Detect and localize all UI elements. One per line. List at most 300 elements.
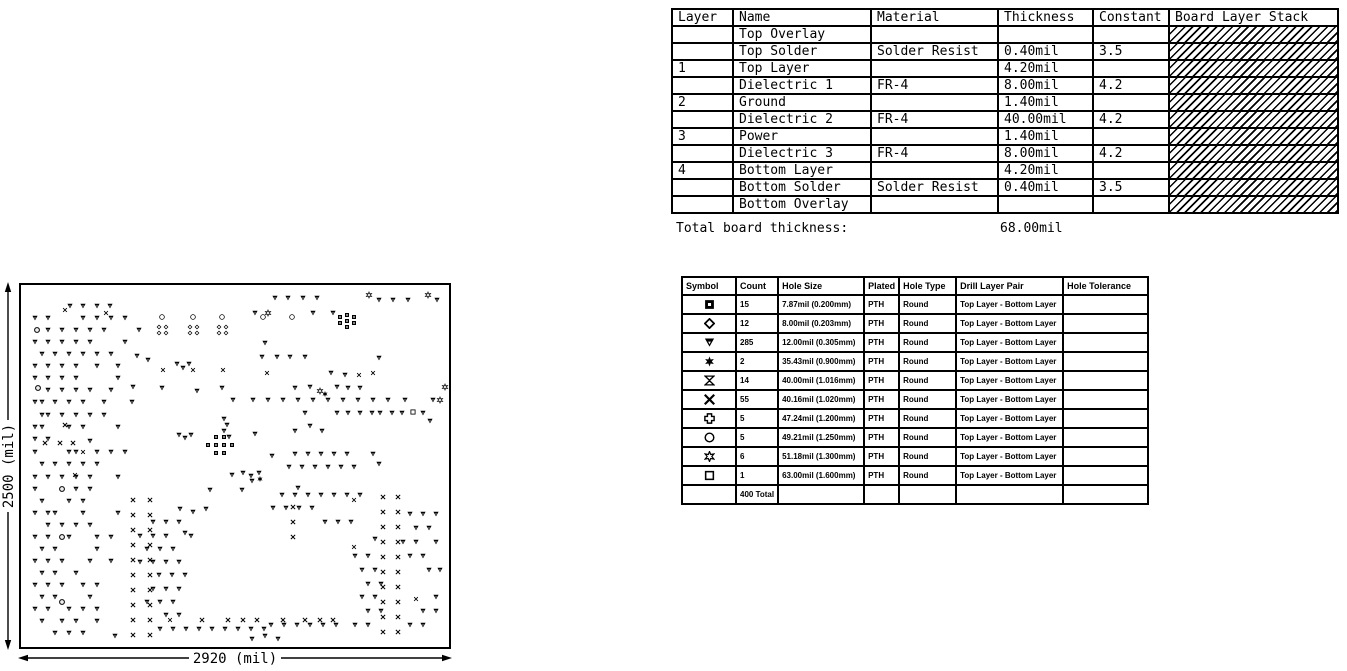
drill-table-cell [1063, 466, 1148, 485]
drill-map [0, 278, 470, 671]
drill-hit-xsq [381, 510, 386, 515]
layer-stack-cell: FR-4 [871, 111, 998, 128]
drill-table-cell [1063, 295, 1148, 314]
arrow-down-icon [5, 640, 11, 650]
drill-hit-cross [59, 599, 64, 604]
drill-hit-tri [372, 568, 377, 573]
drill-hit-tri [292, 386, 297, 391]
drill-hit-tri [182, 531, 187, 536]
drill-hit-sqh [345, 313, 349, 317]
drill-table-cell: Round [899, 447, 956, 466]
drill-hit-tri [115, 376, 120, 381]
drill-hit-dia [188, 331, 192, 335]
drill-hit-tri [377, 411, 382, 416]
drill-hit-xsq [396, 585, 401, 590]
drill-hit-tri [108, 559, 113, 564]
drill-hit-xsq [131, 618, 136, 623]
layer-stack-cell [1093, 26, 1169, 43]
drill-hit-cross [35, 385, 40, 390]
layer-stack-cell [871, 162, 998, 179]
drill-hit-tri [402, 398, 407, 403]
drill-hit-bow [161, 368, 165, 372]
drill-hit-tri [344, 493, 349, 498]
drill-hit-bow [371, 371, 375, 375]
drill-hit-cross [34, 327, 39, 332]
drill-hit-tri [73, 376, 78, 381]
drill-hit-tri [73, 388, 78, 393]
drill-hit-tri [32, 487, 37, 492]
drill-hit-tri [262, 341, 267, 346]
drill-hit-xsq [291, 535, 296, 540]
layer-stack-hatch-cell [1169, 77, 1338, 94]
drill-hit-tri [87, 439, 92, 444]
drill-hit-tri [265, 398, 270, 403]
height-dimension [0, 282, 17, 650]
drill-hit-tri [80, 583, 85, 588]
drill-hit-tri [73, 413, 78, 418]
drill-table-row [682, 333, 1148, 352]
drill-hit-tri [281, 623, 286, 628]
drill-hit-tri [32, 559, 37, 564]
drill-hit-tri [310, 311, 315, 316]
drill-hit-tri [318, 452, 323, 457]
drill-hit-sqh [214, 435, 218, 439]
drill-table-cell: Round [899, 295, 956, 314]
drill-hit-dia [188, 325, 192, 329]
drill-hit-tri [80, 304, 85, 309]
drill-hit-sqh [338, 321, 342, 325]
drill-hit-tri [357, 411, 362, 416]
drill-hit-tri [268, 623, 273, 628]
drill-table-cell [1063, 352, 1148, 371]
layer-stack-cell: Dielectric 3 [733, 145, 871, 162]
drill-hit-star [317, 388, 322, 394]
drill-hit-tri [221, 417, 226, 422]
drill-hit-xsq [381, 525, 386, 530]
drill-hit-sqh [222, 435, 226, 439]
drill-hit-tri [325, 465, 330, 470]
drill-hit-tri [390, 298, 395, 303]
drill-table-cell: 55 [736, 390, 778, 409]
drill-hit-tri [305, 493, 310, 498]
drill-hit-tri [365, 609, 370, 614]
layer-stack-cell: 1.40mil [998, 128, 1093, 145]
drill-hit-tri [340, 398, 345, 403]
drill-hit-tri [115, 475, 120, 480]
drill-hit-xsq [131, 633, 136, 638]
drill-hit-tri [52, 511, 57, 516]
drill-hit-star [425, 292, 430, 298]
layer-stack-row [672, 111, 1338, 128]
drill-hit-tri [32, 376, 37, 381]
drill-table-cell: 63.00mil (1.600mm) [778, 466, 864, 485]
layer-stack-cell: 4.2 [1093, 77, 1169, 94]
drill-table-cell: PTH [864, 428, 899, 447]
drill-hit-xsq [396, 525, 401, 530]
drill-hit-tri [94, 607, 99, 612]
drill-table-cell: 285 [736, 333, 778, 352]
drill-table-cell [1063, 314, 1148, 333]
layer-stack-row [672, 94, 1338, 111]
drill-hit-tri [52, 571, 57, 576]
drill-table-cell: 7.87mil (0.200mm) [778, 295, 864, 314]
drill-hit-tri [59, 364, 64, 369]
drill-hit-tri [45, 340, 50, 345]
drill-hit-tri [73, 450, 78, 455]
drill-hit-tri [351, 465, 356, 470]
layer-stack-hatch-cell [1169, 179, 1338, 196]
tri-symbol-icon [682, 333, 736, 352]
drill-hit-fstar [257, 476, 262, 482]
layer-stack-row [672, 77, 1338, 94]
drill-hit-tri [312, 465, 317, 470]
drill-hit-tri [94, 619, 99, 624]
total-board-thickness-value: 68.00mil [1000, 221, 1063, 236]
drill-hit-tri [87, 328, 92, 333]
drill-hit-xsq [43, 441, 48, 446]
drill-table-cell: 5 [736, 428, 778, 447]
drill-hit-tri [66, 400, 71, 405]
layer-stack-cell: 0.40mil [998, 43, 1093, 60]
drill-hit-tri [73, 364, 78, 369]
drill-table-cell [1063, 447, 1148, 466]
drill-hit-tri [407, 623, 412, 628]
drill-hit-tri [279, 493, 284, 498]
layer-stack-hatch-cell [1169, 196, 1338, 213]
drill-hit-bow [81, 450, 85, 454]
drill-hit-bow [168, 618, 172, 622]
drill-hit-tri [170, 627, 175, 632]
drill-hit-bow [104, 311, 108, 315]
xsq-symbol-icon [682, 390, 736, 409]
drill-hit-tri [275, 637, 280, 642]
drill-table-cell: PTH [864, 333, 899, 352]
arrow-up-icon [5, 282, 11, 292]
drill-hit-tri [262, 634, 267, 639]
layer-stack-cell: 3.5 [1093, 43, 1169, 60]
drill-hit-xsq [396, 495, 401, 500]
drill-hit-xsq [396, 510, 401, 515]
drill-hit-tri [345, 386, 350, 391]
drill-hit-tri [274, 355, 279, 360]
drill-hit-tri [226, 435, 231, 440]
drill-hit-tri [230, 398, 235, 403]
drill-hit-dia [164, 331, 168, 335]
drill-hit-tri [144, 547, 149, 552]
drill-hit-xsq [396, 555, 401, 560]
layer-stack-cell [1093, 94, 1169, 111]
drill-hit-sqh [222, 451, 226, 455]
drill-hit-tri [122, 316, 127, 321]
drill-hit-tri [45, 607, 50, 612]
drill-hit-tri [280, 398, 285, 403]
drill-hit-tri [108, 316, 113, 321]
drill-hit-tri [270, 506, 275, 511]
drill-hit-tri [249, 479, 254, 484]
drill-hit-tri [137, 534, 142, 539]
drill-table-cell: Round [899, 352, 956, 371]
drill-hit-tri [319, 429, 324, 434]
drill-hit-tri [345, 411, 350, 416]
drill-hit-tri [348, 520, 353, 525]
drill-hit-xsq [131, 588, 136, 593]
drill-table-cell: Round [899, 314, 956, 333]
drill-hit-dia [224, 331, 228, 335]
drill-hit-tri [376, 356, 381, 361]
layer-stack-hatch-cell [1169, 145, 1338, 162]
drill-hit-tri [307, 623, 312, 628]
drill-hit-tri [269, 454, 274, 459]
drill-hit-tri [59, 340, 64, 345]
drill-table-row [682, 428, 1148, 447]
layer-stack-column-header: Layer [672, 9, 733, 26]
arrow-right-icon [442, 655, 452, 661]
drill-hit-tri [309, 506, 314, 511]
drill-table-cell: Top Layer - Bottom Layer [956, 466, 1063, 485]
cross-symbol-icon [682, 409, 736, 428]
drill-hit-sqh [338, 315, 342, 319]
drill-hit-tri [59, 376, 64, 381]
drill-hit-xsq [131, 528, 136, 533]
drill-hit-tri [45, 559, 50, 564]
drill-hit-tri [137, 560, 142, 565]
drill-hit-xsq [281, 618, 286, 623]
drill-hit-tri [80, 462, 85, 467]
drill-hit-tri [73, 340, 78, 345]
layer-stack-hatch-cell [1169, 128, 1338, 145]
drill-hit-tri [292, 493, 297, 498]
drill-hit-xsq [381, 615, 386, 620]
layer-stack-column-header: Thickness [998, 9, 1093, 26]
drill-hit-tri [365, 582, 370, 587]
drill-hit-tri [39, 619, 44, 624]
drill-table-cell: Round [899, 428, 956, 447]
drill-table-cell: 12 [736, 314, 778, 333]
layer-stack-cell [672, 179, 733, 196]
drill-hit-tri [250, 398, 255, 403]
drill-hit-tri [331, 493, 336, 498]
drill-hit-cir [220, 315, 225, 320]
drill-hit-tri [66, 499, 71, 504]
drill-hit-tri [378, 609, 383, 614]
drill-hit-tri [302, 355, 307, 360]
drill-table-cell: PTH [864, 466, 899, 485]
drill-hit-tri [122, 450, 127, 455]
drill-table-cell: PTH [864, 447, 899, 466]
drill-hit-star [366, 292, 371, 298]
drill-hit-bow [352, 545, 356, 549]
sqh-symbol-icon [682, 295, 736, 314]
drill-hit-cir [191, 315, 196, 320]
drill-total-count: 400 Total [736, 485, 778, 504]
layer-stack-cell: 4 [672, 162, 733, 179]
drill-hit-xsq [131, 498, 136, 503]
drill-hit-tri [176, 587, 181, 592]
drill-hit-tri [39, 547, 44, 552]
drill-hit-tri [122, 340, 127, 345]
drill-table-total-row [682, 485, 1148, 504]
drill-hit-tri [45, 364, 50, 369]
drill-hit-star [437, 397, 442, 403]
drill-hit-tri [94, 583, 99, 588]
drill-hit-tri [66, 462, 71, 467]
drill-table-cell [682, 485, 736, 504]
drill-table-cell: Round [899, 409, 956, 428]
drill-hit-bow [265, 371, 269, 375]
drill-hit-bow [191, 368, 195, 372]
layer-stack-column-header: Name [733, 9, 871, 26]
drill-hit-tri [302, 411, 307, 416]
layer-stack-cell: 8.00mil [998, 77, 1093, 94]
drill-hit-tri [285, 296, 290, 301]
drill-hit-xsq [148, 603, 153, 608]
drill-hit-xsq [291, 505, 296, 510]
layer-stack-cell: 4.2 [1093, 111, 1169, 128]
drill-hit-tri [352, 554, 357, 559]
drill-hit-tri [39, 571, 44, 576]
drill-hit-dia [224, 325, 228, 329]
drill-hit-dia [195, 331, 199, 335]
drill-hit-tri [176, 433, 181, 438]
layer-stack-hatch-cell [1169, 94, 1338, 111]
layer-stack-cell [871, 128, 998, 145]
drill-table-cell: 1 [736, 466, 778, 485]
drill-hit-tri [426, 526, 431, 531]
drill-hit-tri [239, 488, 244, 493]
drill-hit-xsq [148, 498, 153, 503]
drill-hit-tri [32, 316, 37, 321]
drill-hit-tri [203, 507, 208, 512]
drill-hit-sqh [352, 321, 356, 325]
drill-table-cell: Top Layer - Bottom Layer [956, 314, 1063, 333]
drill-hit-tri [334, 411, 339, 416]
drill-hit-tri [45, 583, 50, 588]
drill-hit-xsq [381, 600, 386, 605]
drill-hit-tri [296, 506, 301, 511]
drill-hit-tri [150, 560, 155, 565]
layer-stack-cell: 0.40mil [998, 179, 1093, 196]
drill-hit-tri [163, 587, 168, 592]
drill-hit-tri [87, 475, 92, 480]
drill-hit-tri [52, 462, 57, 467]
drill-hit-tri [59, 583, 64, 588]
drill-hit-tri [413, 540, 418, 545]
layer-stack-cell [871, 26, 998, 43]
drill-hit-xsq [226, 618, 231, 623]
layer-stack-cell: Bottom Overlay [733, 196, 871, 213]
drill-hit-tri [272, 296, 277, 301]
drill-hit-tri [32, 511, 37, 516]
drill-hit-tri [108, 535, 113, 540]
drill-hit-xsq [131, 513, 136, 518]
drill-hit-tri [369, 411, 374, 416]
drill-table-cell: 15 [736, 295, 778, 314]
drill-hit-xsq [381, 570, 386, 575]
drill-hit-tri [45, 535, 50, 540]
drill-hit-tri [45, 475, 50, 480]
drill-hit-tri [170, 547, 175, 552]
drill-hit-tri [32, 535, 37, 540]
drill-hit-tri [59, 523, 64, 528]
drill-hit-tri [433, 540, 438, 545]
layer-stack-hatch-cell [1169, 26, 1338, 43]
drill-hit-tri [333, 623, 338, 628]
drill-hit-tri [32, 425, 37, 430]
drill-hit-tri [80, 425, 85, 430]
height-dimension-label: 2500 (mil) [1, 423, 17, 509]
drill-hit-tri [145, 358, 150, 363]
drill-hit-tri [433, 595, 438, 600]
drill-hit-tri [183, 627, 188, 632]
drill-hit-dia [164, 325, 168, 329]
drill-hit-tri [222, 627, 227, 632]
drill-table-cell [778, 485, 864, 504]
drill-hit-tri [39, 352, 44, 357]
drill-hit-tri [80, 511, 85, 516]
drill-hit-tri [32, 400, 37, 405]
drill-hit-tri [209, 627, 214, 632]
drill-hit-tri [359, 595, 364, 600]
drill-hit-tri [115, 511, 120, 516]
drill-hit-tri [219, 386, 224, 391]
drill-hit-xsq [148, 513, 153, 518]
drill-hit-tri [437, 568, 442, 573]
drill-table-cell: PTH [864, 390, 899, 409]
bow-symbol-icon [682, 371, 736, 390]
drill-table-cell: Top Layer - Bottom Layer [956, 295, 1063, 314]
drill-hit-tri [87, 340, 92, 345]
drill-hit-tri [357, 386, 362, 391]
drill-hit-tri [130, 385, 135, 390]
drill-hit-tri [376, 298, 381, 303]
drill-hit-tri [32, 364, 37, 369]
drill-hit-bow [352, 498, 356, 502]
drill-hit-tri [400, 540, 405, 545]
drill-hit-tri [370, 398, 375, 403]
drill-table-cell: 51.18mil (1.300mm) [778, 447, 864, 466]
drill-hit-tri [73, 523, 78, 528]
layer-stack-cell: Bottom Solder [733, 179, 871, 196]
drill-hit-tri [32, 340, 37, 345]
drill-hit-tri [229, 473, 234, 478]
drill-hit-tri [66, 535, 71, 540]
drill-hit-tri [108, 450, 113, 455]
drill-hit-tri [150, 520, 155, 525]
drill-hit-tri [334, 385, 339, 390]
drill-hit-bow [63, 308, 67, 312]
drill-hit-xsq [381, 495, 386, 500]
layer-stack-cell: Power [733, 128, 871, 145]
drill-hit-tri [115, 425, 120, 430]
drill-hit-tri [80, 400, 85, 405]
drill-table-row [682, 447, 1148, 466]
drill-hit-cross [59, 486, 64, 491]
drill-hit-tri [399, 411, 404, 416]
drill-table-cell: 8.00mil (0.203mm) [778, 314, 864, 333]
drill-hit-dia [195, 325, 199, 329]
layer-stack-cell [871, 60, 998, 77]
drill-hit-tri [52, 595, 57, 600]
drill-table-row [682, 314, 1148, 333]
layer-stack-cell: 2 [672, 94, 733, 111]
layer-stack-cell [1093, 196, 1169, 213]
drill-hit-xsq [396, 600, 401, 605]
drill-table-cell [1063, 371, 1148, 390]
drill-hit-sqh [214, 451, 218, 455]
drill-hit-tri [80, 499, 85, 504]
drill-hit-tri [87, 559, 92, 564]
drill-hit-sqh [230, 443, 234, 447]
